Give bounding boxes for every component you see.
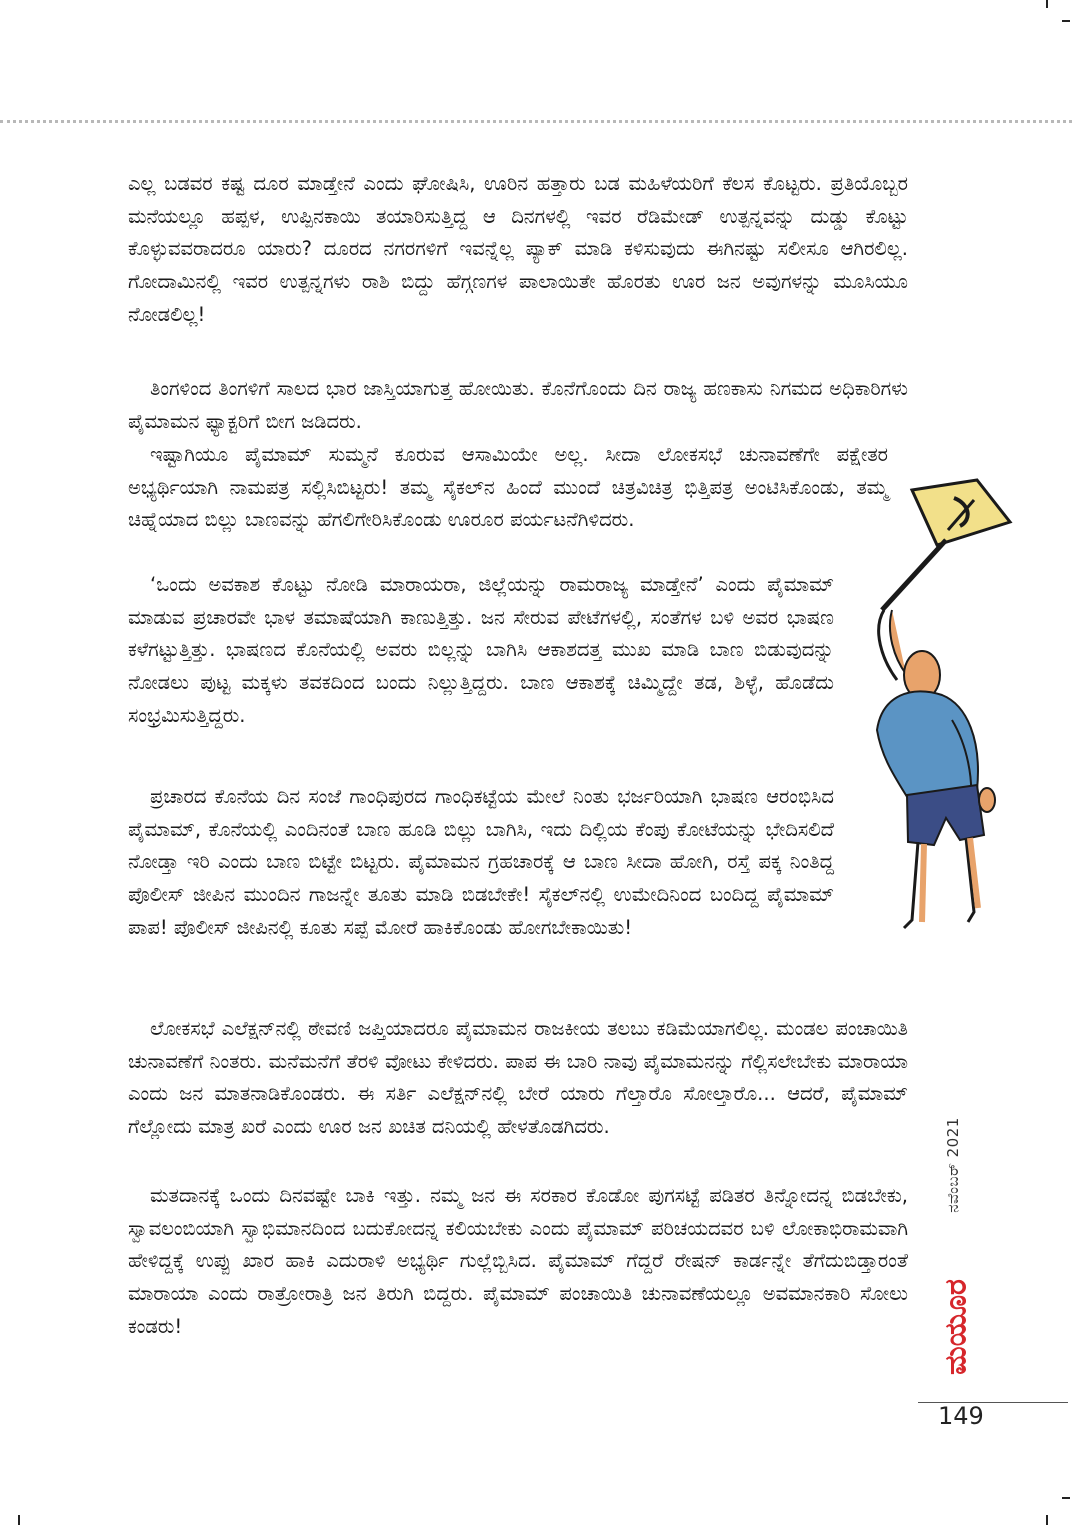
crop-mark: [1046, 0, 1048, 8]
crop-mark: [1046, 1515, 1048, 1525]
header-dotted-rule: [0, 120, 1072, 123]
article-paragraph: ಲೋಕಸಭೆ ಎಲೆಕ್ಷನ್‌ನಲ್ಲಿ ಠೇವಣಿ ಜಪ್ತಿಯಾದರೂ ಪೈಮಾಮನ ರಾಜಕೀಯ ತಲಬು ಕಡಿಮೆಯಾಗಲಿಲ್ಲ. ಮಂಡಲ ಪಂಚಾಯಿತಿ ಚುನಾವಣೆಗೆ ನಿಂತರು. ಮನೆಮನೆಗೆ ತೆರಳಿ ವೋಟು ಕೇಳಿದರು. ಪಾಪ ಈ ಬಾರಿ ನಾವು ಪೈಮಾಮನನ್ನು ಗೆಲ್ಲಿಸಲೇಬೇಕು ಮಾರಾಯಾ ಎಂದು ಜನ ಮಾತನಾಡಿಕೊಂಡರು. ಈ ಸರ್ತಿ ಎಲೆಕ್ಷನ್‌ನಲ್ಲಿ ಬೇರೆ ಯಾರು ಗೆಲ್ತಾರೊ ಸೋಲ್ತಾರೊ... ಆದರೆ, ಪೈಮಾಮ್ ಗೆಲ್ಲೋದು ಮಾತ್ರ ಖರೆ ಎಂದು ಊರ ಜನ ಖಚಿತ ದನಿಯಲ್ಲಿ ಹೇಳತೊಡಗಿದರು.: [128, 1017, 908, 1139]
article-paragraph: ‘ಒಂದು ಅವಕಾಶ ಕೊಟ್ಟು ನೋಡಿ ಮಾರಾಯರಾ, ಜಿಲ್ಲೆಯನ್ನು ರಾಮರಾಜ್ಯ ಮಾಡ್ತೇನೆ’ ಎಂದು ಪೈಮಾಮ್ ಮಾಡುವ ಪ್ರಚಾರವೇ ಭಾಳ ತಮಾಷೆಯಾಗಿ ಕಾಣುತ್ತಿತ್ತು. ಜನ ಸೇರುವ ಪೇಟೆಗಳಲ್ಲಿ, ಸಂತೆಗಳ ಬಳಿ ಅವರ ಭಾಷಣ ಕಳೆಗಟ್ಟುತ್ತಿತ್ತು. ಭಾಷಣದ ಕೊನೆಯಲ್ಲಿ ಅವರು ಬಿಲ್ಲನ್ನು ಬಾಗಿಸಿ ಆಕಾಶದತ್ತ ಮುಖ ಮಾಡಿ ಬಾಣ ಬಿಡುವುದನ್ನು ನೋಡಲು ಪುಟ್ಟ ಮಕ್ಕಳು ತವಕದಿಂದ ಬಂದು ನಿಲ್ಲುತ್ತಿದ್ದರು. ಬಾಣ ಆಕಾಶಕ್ಕೆ ಚಿಮ್ಮಿದ್ದೇ ತಡ, ಶಿಳ್ಳೆ, ಹೊಡೆದು ಸಂಭ್ರಮಿಸುತ್ತಿದ್ದರು.: [128, 573, 834, 727]
article-paragraph: ತಿಂಗಳಿಂದ ತಿಂಗಳಿಗೆ ಸಾಲದ ಭಾರ ಜಾಸ್ತಿಯಾಗುತ್ತ ಹೋಯಿತು. ಕೊನೆಗೊಂದು ದಿನ ರಾಜ್ಯ ಹಣಕಾಸು ನಿಗಮದ ಅಧಿಕಾರಿಗಳು ಪೈಮಾಮನ ಫ್ಯಾಕ್ಟರಿಗೆ ಬೀಗ ಜಡಿದರು.: [128, 377, 908, 433]
issue-date: ನವೆಂಬರ್ 2021: [944, 1117, 962, 1213]
crop-mark: [1062, 1497, 1070, 1499]
crop-mark: [18, 1515, 20, 1525]
man-with-placard-illustration: [842, 460, 1032, 960]
article-paragraph: ಪ್ರಚಾರದ ಕೊನೆಯ ದಿನ ಸಂಜೆ ಗಾಂಧಿಪುರದ ಗಾಂಧಿಕಟ್ಟೆಯ ಮೇಲೆ ನಿಂತು ಭರ್ಜರಿಯಾಗಿ ಭಾಷಣ ಆರಂಭಿಸಿದ ಪೈಮಾಮ್, ಕೊನೆಯಲ್ಲಿ ಎಂದಿನಂತೆ ಬಾಣ ಹೂಡಿ ಬಿಲ್ಲು ಬಾಗಿಸಿ, ಇದು ದಿಲ್ಲಿಯ ಕೆಂಪು ಕೋಟೆಯನ್ನು ಭೇದಿಸಲಿದೆ ನೋಡ್ತಾ ಇರಿ ಎಂದು ಬಾಣ ಬಿಟ್ಟೇ ಬಿಟ್ಟರು. ಪೈಮಾಮನ ಗ್ರಹಚಾರಕ್ಕೆ ಆ ಬಾಣ ಸೀದಾ ಹೋಗಿ, ರಸ್ತೆ ಪಕ್ಕ ನಿಂತಿದ್ದ ಪೊಲೀಸ್ ಜೀಪಿನ ಮುಂದಿನ ಗಾಜನ್ನೇ ತೂತು ಮಾಡಿ ಬಿಡಬೇಕೇ! ಸೈಕಲ್‌ನಲ್ಲಿ ಉಮೇದಿನಿಂದ ಬಂದಿದ್ದ ಪೈಮಾಮ್ ಪಾಪ! ಪೊಲೀಸ್ ಜೀಪಿನಲ್ಲಿ ಕೂತು ಸಪ್ಪೆ ಮೋರೆ ಹಾಕಿಕೊಂಡು ಹೋಗಬೇಕಾಯಿತು!: [128, 785, 834, 939]
crop-mark: [1062, 20, 1070, 22]
article-paragraph: ಮತದಾನಕ್ಕೆ ಒಂದು ದಿನವಷ್ಟೇ ಬಾಕಿ ಇತ್ತು. ನಮ್ಮ ಜನ ಈ ಸರಕಾರ ಕೊಡೋ ಪುಗಸಟ್ಟೆ ಪಡಿತರ ತಿನ್ನೋದನ್ನ ಬಿಡಬೇಕು, ಸ್ವಾವಲಂಬಿಯಾಗಿ ಸ್ವಾಭಿಮಾನದಿಂದ ಬದುಕೋದನ್ನ ಕಲಿಯಬೇಕು ಎಂದು ಪೈಮಾಮ್ ಪರಿಚಯದವರ ಬಳಿ ಲೋಕಾಭಿರಾಮವಾಗಿ ಹೇಳಿದ್ದಕ್ಕೆ ಉಪ್ಪು ಖಾರ ಹಾಕಿ ಎದುರಾಳಿ ಅಭ್ಯರ್ಥಿ ಗುಲ್ಲೆಬ್ಬಿಸಿದ. ಪೈಮಾಮ್ ಗೆದ್ದರೆ ರೇಷನ್ ಕಾರ್ಡನ್ನೇ ತೆಗೆದುಬಿಡ್ತಾರಂತೆ ಮಾರಾಯಾ ಎಂದು ರಾತ್ರೋರಾತ್ರಿ ಜನ ತಿರುಗಿ ಬಿದ್ದರು. ಪೈಮಾಮ್ ಪಂಚಾಯಿತಿ ಚುನಾವಣೆಯಲ್ಲೂ ಅವಮಾನಕಾರಿ ಸೋಲು ಕಂಡರು!: [128, 1184, 908, 1338]
article-paragraph: ಎಲ್ಲ ಬಡವರ ಕಷ್ಟ ದೂರ ಮಾಡ್ತೇನೆ ಎಂದು ಘೋಷಿಸಿ, ಊರಿನ ಹತ್ತಾರು ಬಡ ಮಹಿಳೆಯರಿಗೆ ಕೆಲಸ ಕೊಟ್ಟರು. ಪ್ರತಿಯೊಬ್ಬರ ಮನೆಯಲ್ಲೂ ಹಪ್ಪಳ, ಉಪ್ಪಿನಕಾಯಿ ತಯಾರಿಸುತ್ತಿದ್ದ ಆ ದಿನಗಳಲ್ಲಿ ಇವರ ರೆಡಿಮೇಡ್ ಉತ್ಪನ್ನವನ್ನು ದುಡ್ಡು ಕೊಟ್ಟು ಕೊಳ್ಳುವವರಾದರೂ ಯಾರು? ದೂರದ ನಗರಗಳಿಗೆ ಇವನ್ನೆಲ್ಲ ಪ್ಯಾಕ್ ಮಾಡಿ ಕಳಿಸುವುದು ಈಗಿನಷ್ಟು ಸಲೀಸೂ ಆಗಿರಲಿಲ್ಲ. ಗೋದಾಮಿನಲ್ಲಿ ಇವರ ಉತ್ಪನ್ನಗಳು ರಾಶಿ ಬಿದ್ದು ಹೆಗ್ಗಣಗಳ ಪಾಲಾಯಿತೇ ಹೊರತು ಊರ ಜನ ಅವುಗಳನ್ನು ಮೂಸಿಯೂ ನೋಡಲಿಲ್ಲ!: [128, 172, 908, 326]
magazine-logo: ಮಯೂರ: [938, 1279, 974, 1375]
page-number: 149: [938, 1402, 984, 1430]
article-paragraph: ಇಷ್ಟಾಗಿಯೂ ಪೈಮಾಮ್ ಸುಮ್ಮನೆ ಕೂರುವ ಆಸಾಮಿಯೇ ಅಲ್ಲ. ಸೀದಾ ಲೋಕಸಭೆ ಚುನಾವಣೆಗೇ ಪಕ್ಷೇತರ ಅಭ್ಯರ್ಥಿಯಾಗಿ ನಾಮಪತ್ರ ಸಲ್ಲಿಸಿಬಿಟ್ಟರು! ತಮ್ಮ ಸೈಕಲ್‌ನ ಹಿಂದೆ ಮುಂದೆ ಚಿತ್ರವಿಚಿತ್ರ ಭಿತ್ತಿಪತ್ರ ಅಂಟಿಸಿಕೊಂಡು, ತಮ್ಮ ಚಿಹ್ನೆಯಾದ ಬಿಲ್ಲು ಬಾಣವನ್ನು ಹೆಗಲಿಗೇರಿಸಿಕೊಂಡು ಊರೂರ ಪರ್ಯಟನೆಗಿಳಿದರು.: [128, 443, 888, 532]
